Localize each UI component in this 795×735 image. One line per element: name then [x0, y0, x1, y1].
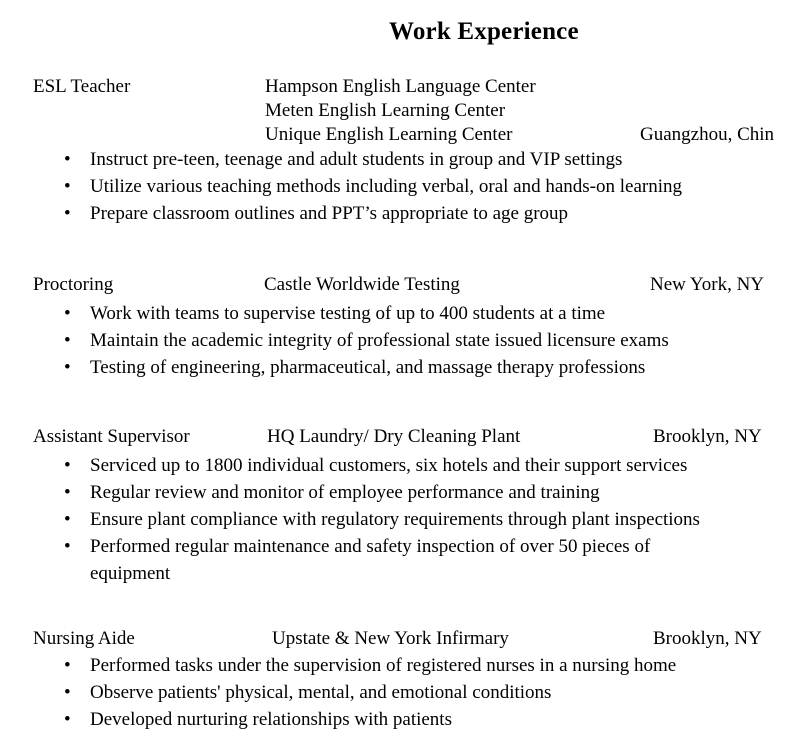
- bullet-icon: •: [64, 149, 71, 170]
- bullet-icon: •: [64, 176, 71, 197]
- bullet-icon: •: [64, 482, 71, 503]
- bullet-text: Performed regular maintenance and safety inspection of over 50 pieces of equipment: [90, 536, 651, 584]
- job-title: ESL Teacher: [33, 76, 131, 97]
- bullet-list: [33, 146, 733, 227]
- bullet-item: [33, 327, 733, 354]
- bullet-icon: •: [64, 682, 71, 703]
- bullet-icon: •: [64, 303, 71, 324]
- company-name: HQ Laundry/ Dry Cleaning Plant: [267, 426, 521, 447]
- bullet-item: [33, 452, 733, 479]
- bullet-icon: •: [64, 330, 71, 351]
- company-name: Meten English Learning Center: [265, 100, 506, 121]
- bullet-item: [33, 479, 733, 506]
- bullet-item: [33, 200, 733, 227]
- bullet-text: Regular review and monitor of employee performance and training: [90, 482, 600, 503]
- bullet-icon: •: [64, 536, 71, 557]
- bullet-text: Ensure plant compliance with regulatory requirements through plant inspections: [90, 509, 700, 530]
- bullet-icon: •: [64, 709, 71, 730]
- job-title: Proctoring: [33, 274, 114, 295]
- bullet-text: Observe patients' physical, mental, and emotional conditions: [90, 682, 552, 703]
- bullet-item: [33, 533, 733, 587]
- bullet-text: Serviced up to 1800 individual customers, six hotels and their support services: [90, 455, 688, 476]
- company-name: Castle Worldwide Testing: [264, 274, 460, 295]
- bullet-item: [33, 146, 733, 173]
- bullet-item: [33, 300, 733, 327]
- company-name: Unique English Learning Center: [265, 124, 513, 145]
- bullet-text: Instruct pre-teen, teenage and adult students in group and VIP settings: [90, 149, 623, 170]
- bullet-icon: •: [64, 655, 71, 676]
- bullet-item: [33, 706, 733, 733]
- job-title: Nursing Aide: [33, 628, 135, 649]
- bullet-text: Performed tasks under the supervision of registered nurses in a nursing home: [90, 655, 677, 676]
- company-name: Hampson English Language Center: [265, 76, 536, 97]
- bullet-icon: •: [64, 357, 71, 378]
- bullet-list: [33, 300, 733, 381]
- job-title: Assistant Supervisor: [33, 426, 190, 447]
- bullet-text: Maintain the academic integrity of professional state issued licensure exams: [90, 330, 669, 351]
- bullet-text: Developed nurturing relationships with patients: [90, 709, 452, 730]
- bullet-item: [33, 354, 733, 381]
- bullet-item: [33, 173, 733, 200]
- bullet-text: Prepare classroom outlines and PPT’s appropriate to age group: [90, 203, 569, 224]
- bullet-icon: •: [64, 455, 71, 476]
- page-title: Work Experience: [389, 18, 579, 45]
- company-name: Upstate & New York Infirmary: [272, 628, 509, 649]
- bullet-list: [33, 652, 733, 733]
- job-location: Guangzhou, Chin: [640, 124, 775, 145]
- bullet-text: Utilize various teaching methods including verbal, oral and hands-on learning: [90, 176, 682, 197]
- bullet-item: [33, 652, 733, 679]
- bullet-icon: •: [64, 509, 71, 530]
- job-location: Brooklyn, NY: [653, 426, 762, 447]
- bullet-text: Testing of engineering, pharmaceutical, and massage therapy professions: [90, 357, 646, 378]
- job-location: Brooklyn, NY: [653, 628, 762, 649]
- job-location: New York, NY: [650, 274, 765, 295]
- bullet-item: [33, 679, 733, 706]
- bullet-item: [33, 506, 733, 533]
- bullet-list: [33, 452, 733, 587]
- bullet-icon: •: [64, 203, 71, 224]
- bullet-text: Work with teams to supervise testing of up to 400 students at a time: [90, 303, 606, 324]
